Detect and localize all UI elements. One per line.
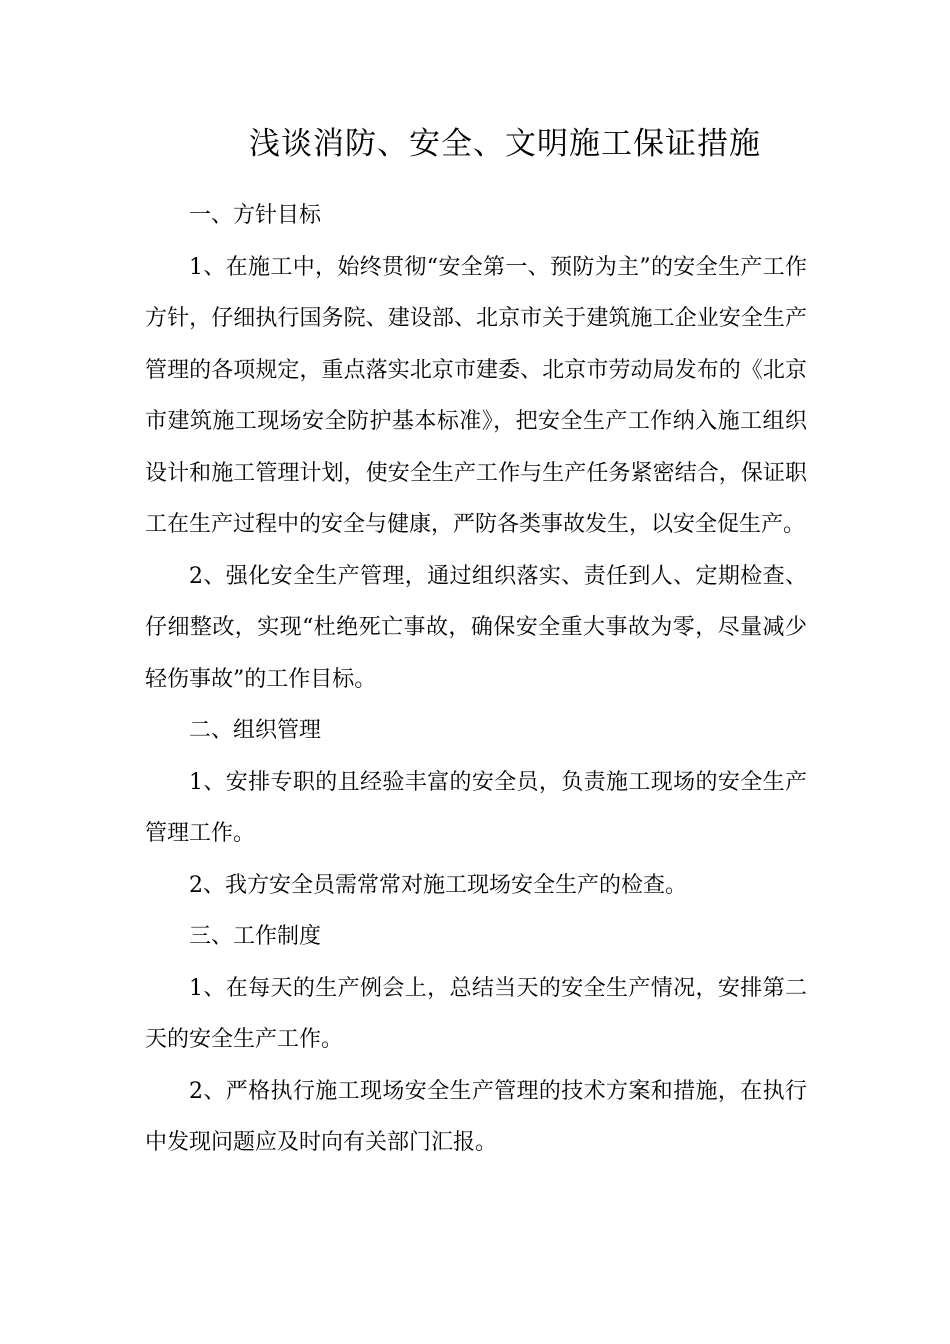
- paragraph-2-2: 2、我方安全员需常常对施工现场安全生产的检查。: [189, 872, 687, 898]
- section-heading-1: 一、方针目标: [189, 203, 322, 228]
- section-heading-3: 三、工作制度: [189, 924, 322, 949]
- paragraph-1-2: 2、强化安全生产管理，通过组织落实、责任到人、定期检查、仔细整改，实现“杜绝死亡事故，确保安全重大事故为零，尽量减少轻伤事故”的工作目标。: [145, 563, 807, 692]
- paragraph-3-2: 2、严格执行施工现场安全生产管理的技术方案和措施，在执行中发现问题应及时向有关部门汇报。: [145, 1078, 807, 1155]
- paragraph-3-1: 1、在每天的生产例会上，总结当天的安全生产情况，安排第二天的安全生产工作。: [145, 975, 807, 1052]
- paragraph-2-1: 1、安排专职的且经验丰富的安全员，负责施工现场的安全生产管理工作。: [145, 769, 807, 846]
- paragraph-1-1: 1、在施工中，始终贯彻“安全第一、预防为主”的安全生产工作方针，仔细执行国务院、建设部、北京市关于建筑施工企业安全生产管理的各项规定，重点落实北京市建委、北京市劳动局发布的《北京市建筑施工现场安全防护基本标准》，把安全生产工作纳入施工组织设计和施工管理计划，使安全生产工作与生产任务紧密结合，保证职工在生产过程中的安全与健康，严防各类事故发生，以安全促生产。: [145, 254, 807, 537]
- document-title: 浅谈消防、安全、文明施工保证措施: [249, 126, 761, 162]
- section-heading-2: 二、组织管理: [189, 718, 322, 743]
- document-body: [145, 190, 807, 1169]
